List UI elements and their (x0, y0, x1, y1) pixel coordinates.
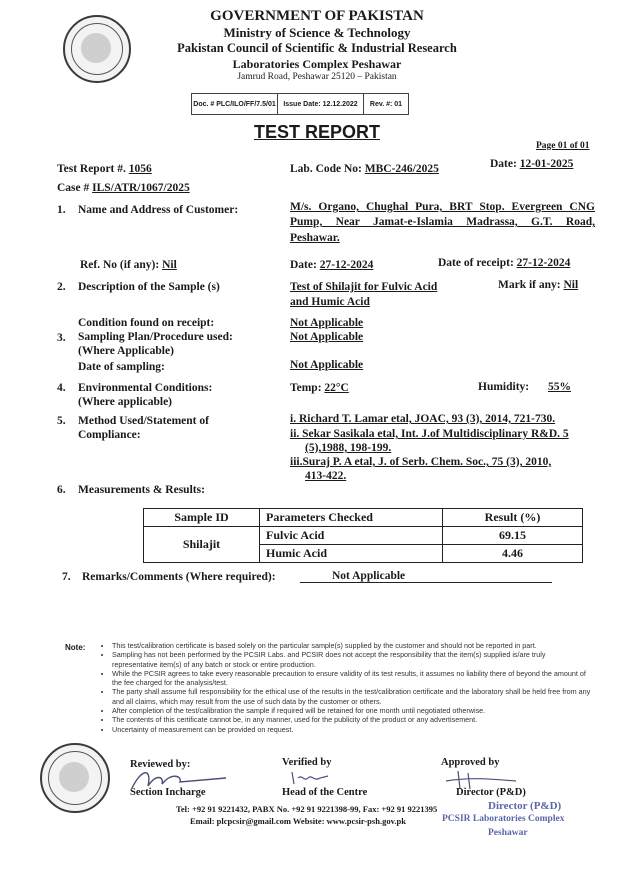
s3-label-line-2: (Where Applicable) (78, 345, 174, 357)
s1-label: Name and Address of Customer: (78, 204, 239, 216)
ref-label: Ref. No (if any): (80, 259, 160, 271)
case-row (57, 182, 190, 194)
test-report-row (57, 163, 152, 175)
note-item: • The contents of this certificate cannot be, in any manner, used for the publicity of the product or any advertisement. (112, 715, 592, 724)
mark-row (498, 279, 578, 291)
customer-line-3: Peshawar. (290, 232, 340, 244)
page-number: Page 01 of 01 (536, 141, 590, 151)
director-stamp-line-2: PCSIR Laboratories Complex (442, 814, 565, 824)
temp-label: Temp: (290, 382, 322, 394)
sample-id-cell: Shilajit (144, 527, 260, 563)
s5-label-line-2: Compliance: (78, 429, 141, 441)
method-3-line-1: iii.Suraj P. A etal, J. of Serb. Chem. Soc., 75 (3), 2010, (290, 456, 552, 468)
method-2-line-2: (5),1988, 198-199. (305, 442, 392, 454)
table-row (144, 527, 583, 545)
method-1: i. Richard T. Lamar etal, JOAC, 93 (3), 2014, 721-730. (290, 413, 556, 425)
method-3-line-2: 413-422. (305, 470, 347, 482)
s4-label-line-1: Environmental Conditions: (78, 382, 213, 394)
receipt-date: 27-12-2024 (516, 257, 571, 269)
revision: Rev. #: 01 (369, 100, 403, 108)
pcsir-seal-bottom-logo (40, 743, 110, 813)
s5-label-line-1: Method Used/Statement of (78, 415, 209, 427)
approved-label: Approved by (441, 757, 500, 768)
gov-heading: GOVERNMENT OF PAKISTAN (210, 8, 424, 24)
lab-code-label: Lab. Code No: (290, 163, 362, 175)
param-cell: Fulvic Acid (260, 527, 443, 545)
method-2-line-1: ii. Sekar Sasikala etal, Int. J.of Multidisciplinary R&D. 5 (290, 428, 569, 440)
case-number: ILS/ATR/1067/2025 (92, 182, 190, 194)
note-item: • Uncertainty of measurement can be provided on request. (112, 725, 592, 734)
header-sample-id: Sample ID (144, 509, 260, 527)
humidity-value: 55% (548, 381, 571, 393)
note-label: Note: (65, 643, 86, 652)
doc-number: Doc. # PLC/ILO/FF/7.5/01 (192, 94, 278, 114)
note-item: • After completion of the test/calibration the sample if required will be retained for one month until negotiated otherwise. (112, 706, 592, 715)
council-heading: Pakistan Council of Scientific & Industrial Research (177, 41, 457, 55)
sampling-date-label: Date of sampling: (78, 361, 165, 373)
notes-list (98, 641, 592, 734)
report-date-value: 12-01-2025 (519, 158, 574, 170)
s3-value: Not Applicable (290, 331, 364, 343)
s4-number: 4. (57, 382, 66, 394)
s2-number: 2. (57, 281, 66, 293)
param-cell: Humic Acid (260, 545, 443, 563)
report-date-label: Date: (490, 158, 517, 170)
humidity-label: Humidity: (478, 381, 530, 393)
remarks-number: 7. (62, 571, 71, 583)
mark-label: Mark if any: (498, 279, 561, 291)
address-line: Jamrud Road, Peshawar 25120 – Pakistan (237, 72, 397, 82)
description-line-2: and Humic Acid (290, 296, 370, 308)
customer-line-1: M/s. Organo, Chughal Pura, BRT Stop. Evergreen CNG (290, 201, 595, 213)
result-cell: 4.46 (443, 545, 583, 563)
results-table (143, 508, 583, 563)
remarks-value: Not Applicable (300, 570, 552, 583)
receipt-row (438, 257, 570, 269)
director-stamp-line-3: Peshawar (488, 828, 528, 838)
reviewed-label: Reviewed by: (130, 759, 191, 770)
temp-row (290, 382, 349, 394)
ministry-heading: Ministry of Science & Technology (223, 25, 411, 40)
sampling-date-value: Not Applicable (290, 359, 364, 371)
s2-label: Description of the Sample (s) (78, 281, 220, 293)
report-date-row (490, 158, 573, 170)
s6-label: Measurements & Results: (78, 484, 205, 496)
reviewed-role: Section Incharge (130, 787, 206, 798)
note-item: • While the PCSIR agrees to take every reasonable precaution to ensure validity of its test results, it assumes no liability there of beyond the amount of the fee charged for the analysis/test. (112, 669, 592, 688)
lab-code-row (290, 163, 439, 175)
footer-email: Email: plcpcsir@gmail.com Website: www.pcsir-psh.gov.pk (190, 816, 406, 826)
note-item: • The party shall assume full responsibility for the ethical use of the results in the test/calibration certificate and the laboratory shall be held free from any and all claims, which may result from the use of such data by the customer or others. (112, 687, 592, 706)
s5-number: 5. (57, 415, 66, 427)
customer-line-2: Pump, Near Jamat-e-Islamia Madrassa, G.T. Road, (290, 216, 595, 228)
issue-date: Issue Date: 12.12.2022 (278, 94, 364, 114)
ref-date-label: Date: (290, 259, 317, 271)
ref-value: Nil (162, 259, 177, 271)
description-line-1: Test of Shilajit for Fulvic Acid (290, 281, 438, 293)
s1-number: 1. (57, 204, 66, 216)
test-report-label: Test Report #. (57, 163, 126, 175)
header-parameters: Parameters Checked (260, 509, 443, 527)
footer-contact: Tel: +92 91 9221432, PABX No. +92 91 9221398-99, Fax: +92 91 9221395 (176, 804, 438, 814)
note-item: • Sampling has not been performed by the PCSIR Labs. and PCSIR does not accept the responsibility that the item(s) supplied is/are truly representative item(s) of any batch or stock or entire production. (112, 650, 592, 669)
case-label: Case # (57, 182, 90, 194)
verified-label: Verified by (282, 757, 332, 768)
header-result: Result (%) (443, 509, 583, 527)
verified-role: Head of the Centre (282, 787, 368, 798)
remarks-label: Remarks/Comments (Where required): (82, 571, 276, 583)
results-header-row (144, 509, 583, 527)
condition-label: Condition found on receipt: (78, 317, 215, 329)
director-stamp-line-1: Director (P&D) (488, 800, 562, 812)
test-report-number: 1056 (128, 163, 152, 175)
ref-date-value: 27-12-2024 (319, 259, 374, 271)
mark-value: Nil (563, 279, 579, 291)
approved-role: Director (P&D) (456, 787, 526, 798)
report-title: TEST REPORT (253, 122, 380, 142)
ref-row (80, 259, 177, 271)
s4-label-line-2: (Where applicable) (78, 396, 173, 408)
doc-info-box (191, 93, 409, 115)
result-cell: 69.15 (443, 527, 583, 545)
ref-date-row (290, 259, 373, 271)
receipt-label: Date of receipt: (438, 257, 514, 269)
temp-value: 22°C (324, 382, 349, 394)
labs-heading: Laboratories Complex Peshawar (232, 57, 402, 71)
s3-number: 3. (57, 332, 66, 344)
verifier-signature (286, 768, 336, 788)
s6-number: 6. (57, 484, 66, 496)
s3-label-line-1: Sampling Plan/Procedure used: (78, 331, 233, 343)
condition-value: Not Applicable (290, 317, 364, 329)
lab-code-value: MBC-246/2025 (364, 163, 439, 175)
note-item: • This test/calibration certificate is based solely on the particular sample(s) supplied by the customer and should not be reported in part. (112, 641, 592, 650)
